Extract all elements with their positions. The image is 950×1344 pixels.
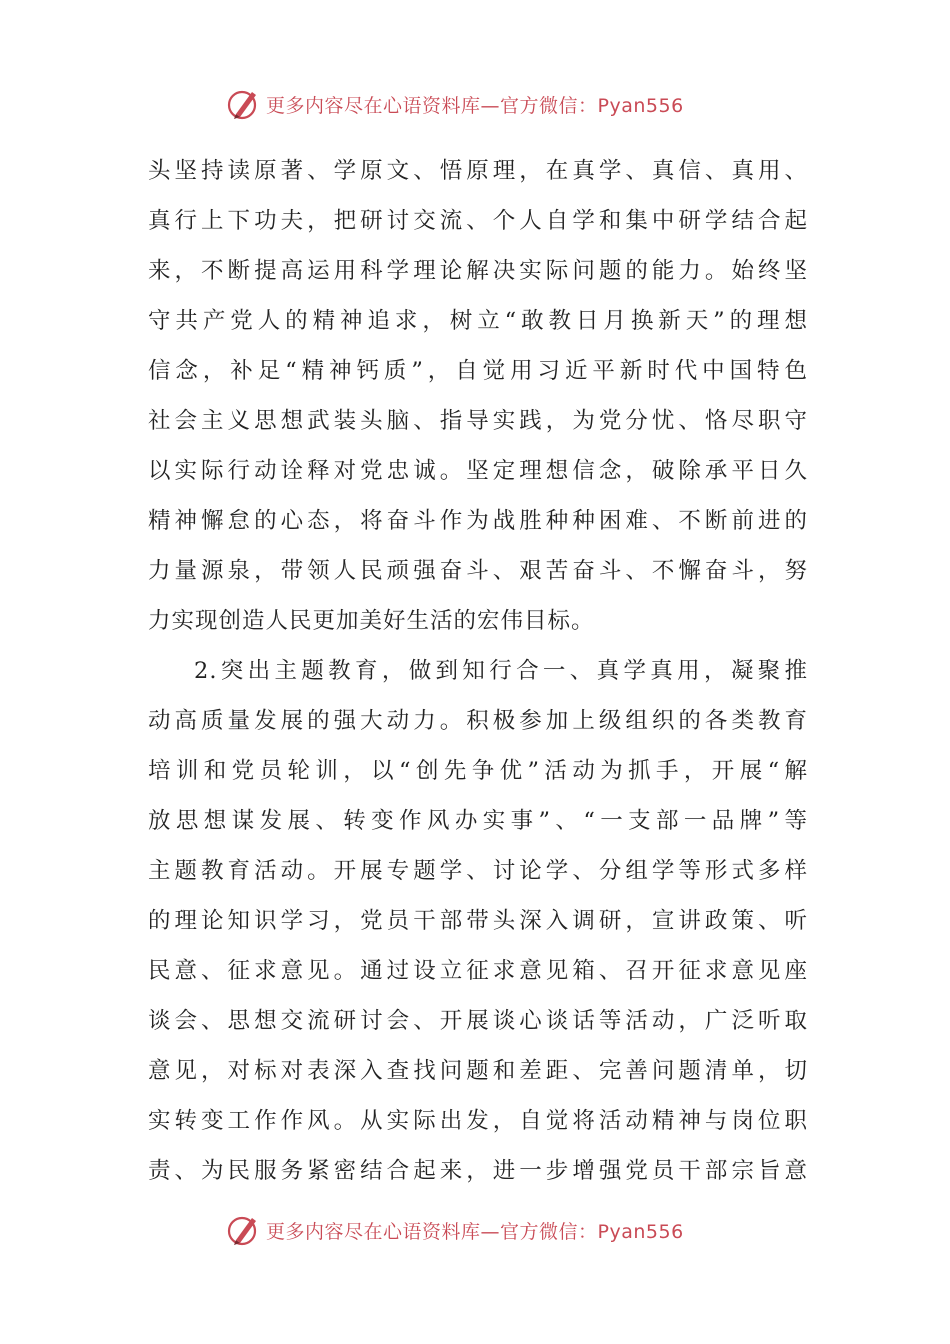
body-line: 意见，对标对表深入查找问题和差距、完善问题清单，切 xyxy=(148,1058,808,1084)
body-line: 头坚持读原著、学原文、悟原理，在真学、真信、真用、 xyxy=(148,158,808,184)
body-line: 力量源泉，带领人民顽强奋斗、艰苦奋斗、不懈奋斗，努 xyxy=(148,558,808,584)
document-body xyxy=(148,146,808,1196)
body-line: 以实际行动诠释对党忠诚。坚定理想信念，破除承平日久 xyxy=(148,458,808,484)
body-line: 守共产党人的精神追求，树立“敢教日月换新天”的理想 xyxy=(148,308,808,334)
body-line: 实转变工作作风。从实际出发，自觉将活动精神与岗位职 xyxy=(148,1108,808,1134)
pen-circle-logo-icon xyxy=(226,1212,262,1248)
banner-text: 更多内容尽在心语资料库—官方微信：Pyan556 xyxy=(266,1220,684,1243)
pen-circle-logo-icon xyxy=(226,86,262,122)
body-line: 力实现创造人民更加美好生活的宏伟目标。 xyxy=(148,608,595,634)
body-line: 精神懈怠的心态，将奋斗作为战胜种种困难、不断前进的 xyxy=(148,508,808,534)
footer-banner xyxy=(226,1212,746,1248)
body-line: 来，不断提高运用科学理论解决实际问题的能力。始终坚 xyxy=(148,258,808,284)
body-line: 责、为民服务紧密结合起来，进一步增强党员干部宗旨意 xyxy=(148,1158,808,1184)
body-line: 主题教育活动。开展专题学、讨论学、分组学等形式多样 xyxy=(148,858,808,884)
body-line: 社会主义思想武装头脑、指导实践，为党分忧、恪尽职守 xyxy=(148,408,808,434)
body-line-paragraph-start: 2.突出主题教育，做到知行合一、真学真用，凝聚推 xyxy=(194,658,808,684)
banner-text: 更多内容尽在心语资料库—官方微信：Pyan556 xyxy=(266,94,684,117)
body-line: 真行上下功夫，把研讨交流、个人自学和集中研学结合起 xyxy=(148,208,808,234)
body-line: 谈会、思想交流研讨会、开展谈心谈话等活动，广泛听取 xyxy=(148,1008,808,1034)
body-line: 的理论知识学习，党员干部带头深入调研，宣讲政策、听 xyxy=(148,908,808,934)
body-line: 民意、征求意见。通过设立征求意见箱、召开征求意见座 xyxy=(148,958,808,984)
body-line: 放思想谋发展、转变作风办实事”、“一支部一品牌”等 xyxy=(148,808,808,834)
header-banner xyxy=(226,86,746,122)
body-line: 动高质量发展的强大动力。积极参加上级组织的各类教育 xyxy=(148,708,808,734)
body-line: 培训和党员轮训，以“创先争优”活动为抓手，开展“解 xyxy=(148,758,808,784)
body-line: 信念，补足“精神钙质”，自觉用习近平新时代中国特色 xyxy=(148,358,808,384)
